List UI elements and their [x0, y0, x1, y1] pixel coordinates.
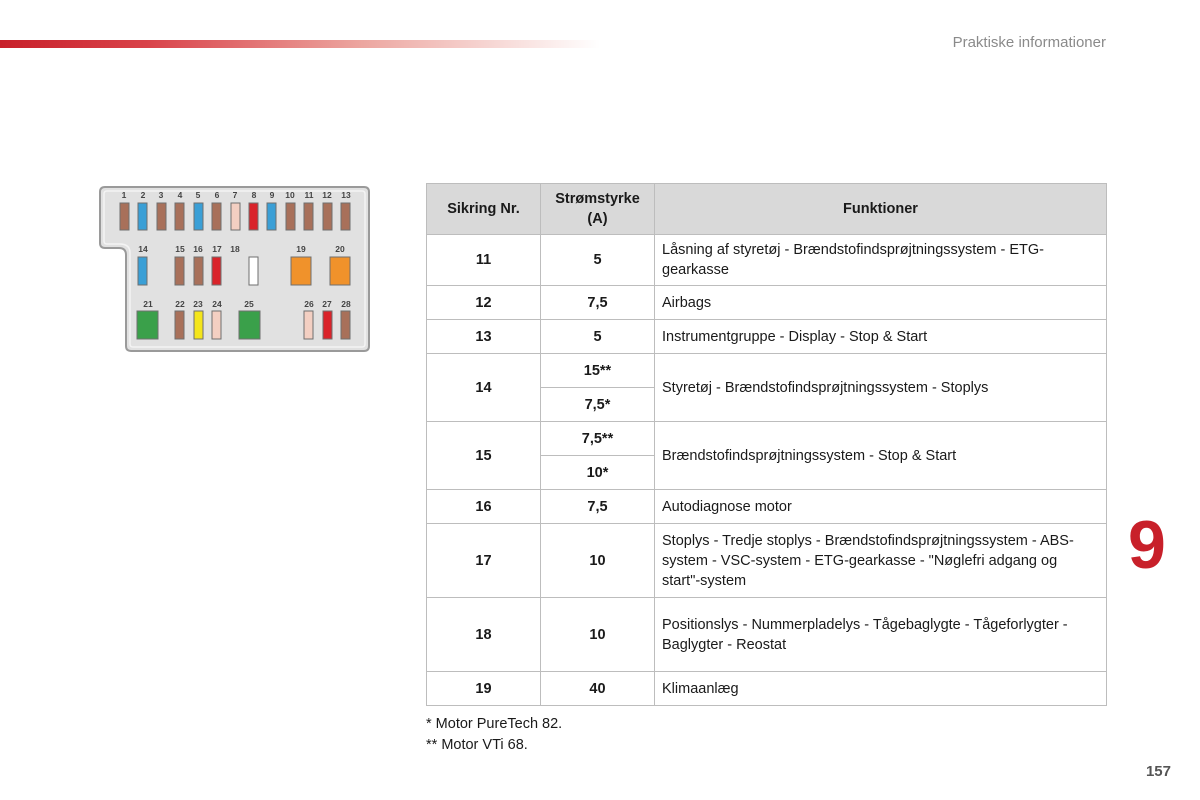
fuse-3: [157, 203, 166, 230]
fuse-amperage: 40: [541, 672, 655, 706]
fuse-amperage: 5: [541, 320, 655, 354]
fuse-9: [267, 203, 276, 230]
fuse-label-10: 10: [285, 190, 295, 200]
header-functions: Funktioner: [655, 184, 1107, 235]
fuse-label-5: 5: [195, 190, 201, 200]
fuse-28: [341, 311, 350, 339]
fuse-6: [212, 203, 221, 230]
header-amperage: Strømstyrke (A): [541, 184, 655, 235]
fuse-8: [249, 203, 258, 230]
footnote-double: ** Motor VTi 68.: [426, 737, 528, 753]
section-title: Praktiske informationer: [952, 34, 1106, 51]
fuse-label-16: 16: [193, 244, 203, 254]
fuse-label-28: 28: [341, 299, 351, 309]
fuse-label-8: 8: [251, 190, 257, 200]
table-row: [427, 286, 1107, 320]
fuse-label-17: 17: [212, 244, 222, 254]
fuse-26: [304, 311, 313, 339]
fuse-amperage: 10*: [541, 456, 655, 490]
fuse-label-14: 14: [138, 244, 148, 254]
fuse-amperage: 5: [541, 235, 655, 286]
fuse-21: [137, 311, 158, 339]
fuse-label-2: 2: [140, 190, 146, 200]
fuse-label-20: 20: [335, 244, 345, 254]
table-row: [427, 422, 1107, 456]
fuse-label-11: 11: [304, 190, 314, 200]
fuse-function: Klimaanlæg: [655, 672, 1107, 706]
fuse-amperage: 7,5**: [541, 422, 655, 456]
fuse-function: Låsning af styretøj - Brændstofindsprøjtningssystem - ETG-gearkasse: [655, 235, 1107, 286]
fuse-amperage: 15**: [541, 354, 655, 388]
fuse-amperage: 7,5: [541, 490, 655, 524]
fuse-function: Positionslys - Nummerpladelys - Tågebaglygte - Tågeforlygter - Baglygter - Reostat: [655, 598, 1107, 672]
fuse-number: 16: [427, 490, 541, 524]
fuse-table: [426, 183, 1107, 706]
fuse-label-23: 23: [193, 299, 203, 309]
fuse-function: Instrumentgruppe - Display - Stop & Start: [655, 320, 1107, 354]
fuse-label-27: 27: [322, 299, 332, 309]
fuse-function: Brændstofindsprøjtningssystem - Stop & Start: [655, 422, 1107, 490]
fuse-10: [286, 203, 295, 230]
fuse-number: 12: [427, 286, 541, 320]
fuse-number: 19: [427, 672, 541, 706]
table-row: [427, 354, 1107, 388]
fuse-function: Stoplys - Tredje stoplys - Brændstofindsprøjtningssystem - ABS-system - VSC-system - ETG-gearkasse - "Nøglefri adgang og start"-system: [655, 524, 1107, 598]
fuse-label-18: 18: [230, 244, 240, 254]
header-accent-bar: [0, 40, 600, 48]
fuse-label-25: 25: [244, 299, 254, 309]
fuse-number: 18: [427, 598, 541, 672]
fuse-19: [291, 257, 311, 285]
fuse-label-24: 24: [212, 299, 222, 309]
table-row: [427, 598, 1107, 672]
fuse-amperage: 10: [541, 598, 655, 672]
fuse-function: Styretøj - Brændstofindsprøjtningssystem - Stoplys: [655, 354, 1107, 422]
fuse-label-12: 12: [322, 190, 332, 200]
fuse-18: [249, 257, 258, 285]
fuse-amperage: 10: [541, 524, 655, 598]
fuse-number: 11: [427, 235, 541, 286]
fuse-label-21: 21: [143, 299, 153, 309]
fuse-17: [212, 257, 221, 285]
fuse-label-26: 26: [304, 299, 314, 309]
fuse-7: [231, 203, 240, 230]
fuse-function: Airbags: [655, 286, 1107, 320]
fuse-label-19: 19: [296, 244, 306, 254]
fuse-number: 17: [427, 524, 541, 598]
fuse-13: [341, 203, 350, 230]
fuse-label-1: 1: [121, 190, 127, 200]
fuse-20: [330, 257, 350, 285]
fuse-25: [239, 311, 260, 339]
fuse-24: [212, 311, 221, 339]
table-row: [427, 672, 1107, 706]
table-row: [427, 524, 1107, 598]
fuse-14: [138, 257, 147, 285]
fusebox-svg: [96, 185, 372, 355]
fuse-5: [194, 203, 203, 230]
page-number: 157: [1145, 763, 1171, 780]
fuse-22: [175, 311, 184, 339]
fuse-label-3: 3: [158, 190, 164, 200]
header-fuse-no: Sikring Nr.: [427, 184, 541, 235]
fuse-1: [120, 203, 129, 230]
fuse-function: Autodiagnose motor: [655, 490, 1107, 524]
fuse-27: [323, 311, 332, 339]
fuse-label-13: 13: [341, 190, 351, 200]
fuse-label-6: 6: [214, 190, 220, 200]
table-row: [427, 320, 1107, 354]
fuse-amperage: 7,5: [541, 286, 655, 320]
fuse-16: [194, 257, 203, 285]
table-row: [427, 235, 1107, 286]
fusebox-diagram: [96, 185, 372, 355]
fuse-11: [304, 203, 313, 230]
fuse-4: [175, 203, 184, 230]
fuse-amperage: 7,5*: [541, 388, 655, 422]
fuse-label-15: 15: [175, 244, 185, 254]
footnote-single: * Motor PureTech 82.: [426, 716, 563, 732]
fuse-label-22: 22: [175, 299, 185, 309]
table-row: [427, 490, 1107, 524]
table-header-row: [427, 184, 1107, 235]
fuse-number: 15: [427, 422, 541, 490]
fuse-2: [138, 203, 147, 230]
fuse-number: 13: [427, 320, 541, 354]
footnotes: [426, 714, 562, 756]
chapter-number: 9: [1128, 507, 1166, 583]
fuse-label-7: 7: [232, 190, 238, 200]
fuse-number: 14: [427, 354, 541, 422]
fuse-23: [194, 311, 203, 339]
fuse-12: [323, 203, 332, 230]
fuse-15: [175, 257, 184, 285]
fuse-label-4: 4: [177, 190, 183, 200]
fuse-label-9: 9: [269, 190, 275, 200]
